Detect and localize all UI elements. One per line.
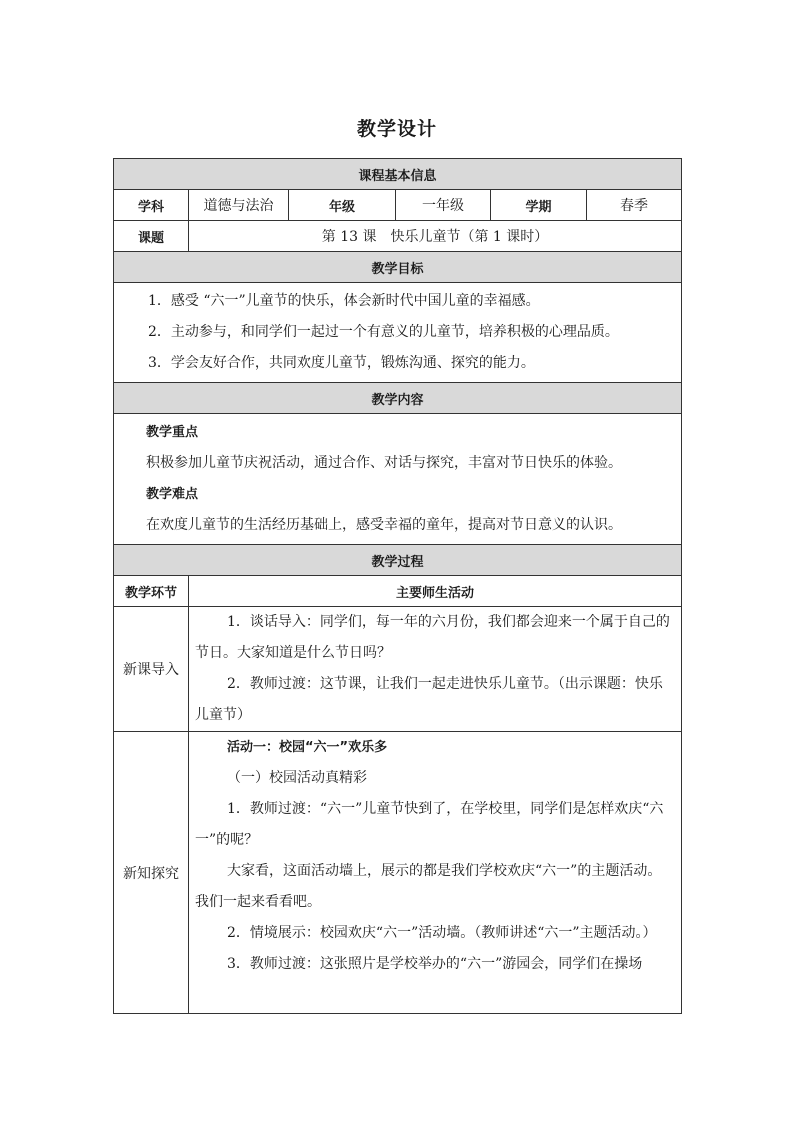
grade-value: 一年级 <box>396 190 491 221</box>
activity-line: 1．谈话导入：同学们，每一年的六月份，我们都会迎来一个属于自己的节日。大家知道是什么节日吗？ <box>195 614 670 661</box>
stage-cell: 新知探究 <box>114 732 189 1014</box>
activity-cell <box>189 732 682 1014</box>
subject-label: 学科 <box>114 190 189 221</box>
process-col-activities: 主要师生活动 <box>189 576 682 607</box>
term-label: 学期 <box>491 190 587 221</box>
activity-line: 3．教师过渡：这张照片是学校举办的“六一”游园会，同学们在操场 <box>227 956 643 972</box>
difficult-point-label: 教学难点 <box>146 487 199 502</box>
key-point-text: 积极参加儿童节庆祝活动，通过合作、对话与探究，丰富对节日快乐的体验。 <box>146 455 622 471</box>
basic-info-header: 课程基本信息 <box>114 159 682 190</box>
activity-title: 活动一：校园“六一”欢乐多 <box>227 740 388 755</box>
goal-item: 2．主动参与，和同学们一起过一个有意义的儿童节，培养积极的心理品质。 <box>148 324 619 340</box>
activity-line: 1．教师过渡：“六一”儿童节快到了，在学校里，同学们是怎样欢庆“六一”的呢？ <box>195 801 664 848</box>
goals-list <box>114 283 682 383</box>
difficult-point-text: 在欢度儿童节的生活经历基础上，感受幸福的童年，提高对节日意义的认识。 <box>146 517 622 533</box>
goal-item: 1．感受 “六一”儿童节的快乐，体会新时代中国儿童的幸福感。 <box>148 293 540 309</box>
term-value: 春季 <box>587 190 682 221</box>
activity-line: 2．情境展示：校园欢庆“六一”活动墙。（教师讲述“六一”主题活动。） <box>227 925 657 941</box>
activity-line: （一）校园活动真精彩 <box>227 770 367 786</box>
topic-label: 课题 <box>114 221 189 252</box>
lesson-plan-table <box>113 158 682 1014</box>
subject-value: 道德与法治 <box>189 190 289 221</box>
process-col-stage: 教学环节 <box>114 576 189 607</box>
goals-header: 教学目标 <box>114 252 682 283</box>
document-title: 教学设计 <box>356 118 437 140</box>
content-header: 教学内容 <box>114 383 682 414</box>
activity-line: 大家看，这面活动墙上，展示的都是我们学校欢庆“六一”的主题活动。我们一起来看看吧。 <box>195 863 662 910</box>
topic-value: 第 13 课 快乐儿童节（第 1 课时） <box>189 221 682 252</box>
stage-cell: 新课导入 <box>114 607 189 732</box>
grade-label: 年级 <box>289 190 396 221</box>
content-body <box>114 414 682 545</box>
process-header: 教学过程 <box>114 545 682 576</box>
activity-cell <box>189 607 682 732</box>
key-point-label: 教学重点 <box>146 425 199 440</box>
goal-item: 3．学会友好合作，共同欢度儿童节，锻炼沟通、探究的能力。 <box>148 355 535 371</box>
activity-line: 2．教师过渡：这节课，让我们一起走进快乐儿童节。（出示课题：快乐儿童节） <box>195 676 663 723</box>
